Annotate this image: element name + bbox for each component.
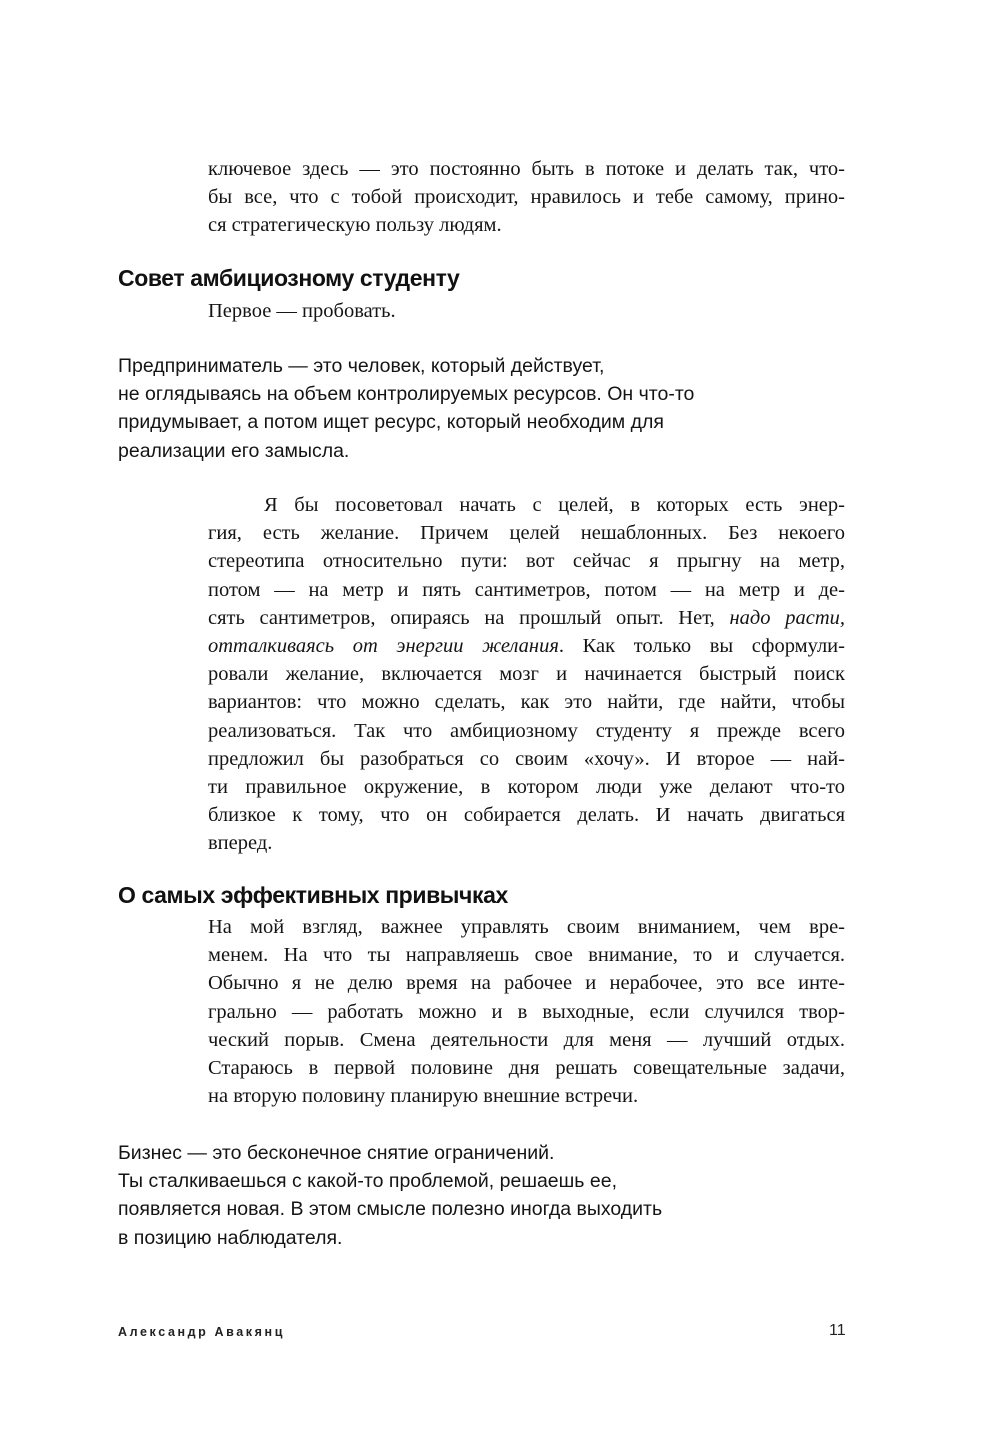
text-line: появляется новая. В этом смысле полезно иногда выходить (118, 1198, 663, 1221)
callout-quote-entrepreneur (118, 352, 694, 465)
text-line: потом — на метр и пять сантиметров, потом — на метр и де- (208, 578, 845, 601)
text-line: менем. На что ты направляешь свое внимание, то и случается. (208, 944, 845, 967)
section-heading-effective-habits: О самых эффективных привычках (118, 882, 508, 908)
text-line: реализации его замысла. (118, 439, 350, 462)
section-heading-ambitious-student: Совет амбициозному студенту (118, 265, 460, 291)
text-line: придумывает, а потом ищет ресурс, который необходим для (118, 411, 664, 434)
text-segment: сять сантиметров, опираясь на прошлый опыт. Нет, (208, 606, 730, 629)
text-line: На мой взгляд, важнее управлять своим вниманием, чем вре- (208, 916, 845, 938)
text-line: Стараюсь в первой половине дня решать совещательные задачи, (208, 1057, 845, 1080)
page-number: 11 (829, 1322, 846, 1339)
text-line: грально — работать можно и в выходные, если случился твор- (208, 1000, 845, 1023)
text-line: Я бы посоветовал начать с целей, в которых есть энер- (264, 494, 845, 516)
text-line: ческий порыв. Смена деятельности для меня — лучший отдых. (208, 1028, 845, 1051)
text-line (208, 632, 845, 660)
italic-emphasis: отталкиваясь от энергии желания (208, 635, 559, 658)
text-line: ся стратегическую пользу людям. (208, 214, 502, 237)
intro-paragraph (208, 155, 845, 240)
body-paragraph-habits (208, 913, 845, 1110)
callout-quote-business (118, 1139, 662, 1252)
text-line: Бизнес — это бесконечное снятие ограничений. (118, 1142, 555, 1164)
text-line: Первое — пробовать. (208, 300, 396, 322)
body-paragraph-advice (208, 491, 845, 858)
text-line: Предприниматель — это человек, который действует, (118, 355, 605, 377)
text-line: бы все, что с тобой происходит, нравилось и тебе самому, прино- (208, 186, 845, 209)
text-line: вперед. (208, 832, 273, 855)
text-line: близкое к тому, что он собирается делать. И начать двигаться (208, 804, 845, 827)
italic-emphasis: надо расти, (729, 606, 845, 629)
text-segment: . Как только вы сформули- (558, 635, 845, 658)
text-line (208, 604, 845, 632)
lead-paragraph (208, 297, 396, 325)
text-line: не оглядываясь на объем контролируемых ресурсов. Он что-то (118, 383, 695, 406)
text-line: вариантов: что можно сделать, как это найти, где найти, чтобы (208, 691, 845, 714)
text-line: Обычно я не делю время на рабочее и нерабочее, это все инте- (208, 972, 845, 995)
text-line: реализоваться. Так что амбициозному студенту я прежде всего (208, 719, 845, 742)
footer-author: Александр Авакянц (118, 1325, 285, 1339)
text-line: ровали желание, включается мозг и начинается быстрый поиск (208, 663, 845, 686)
text-line: гия, есть желание. Причем целей нешаблонных. Без некоего (208, 522, 845, 545)
text-line: стереотипа относительно пути: вот сейчас я прыгну на метр, (208, 550, 845, 573)
text-line: на вторую половину планирую внешние встречи. (208, 1085, 639, 1108)
text-line: ти правильное окружение, в котором люди уже делают что-то (208, 776, 845, 799)
text-line: в позицию наблюдателя. (118, 1226, 343, 1249)
text-line: ключевое здесь — это постоянно быть в потоке и делать так, что- (208, 158, 845, 180)
text-line: Ты сталкиваешься с какой-то проблемой, решаешь ее, (118, 1170, 617, 1193)
text-line: предложил бы разобраться со своим «хочу». И второе — най- (208, 747, 845, 770)
